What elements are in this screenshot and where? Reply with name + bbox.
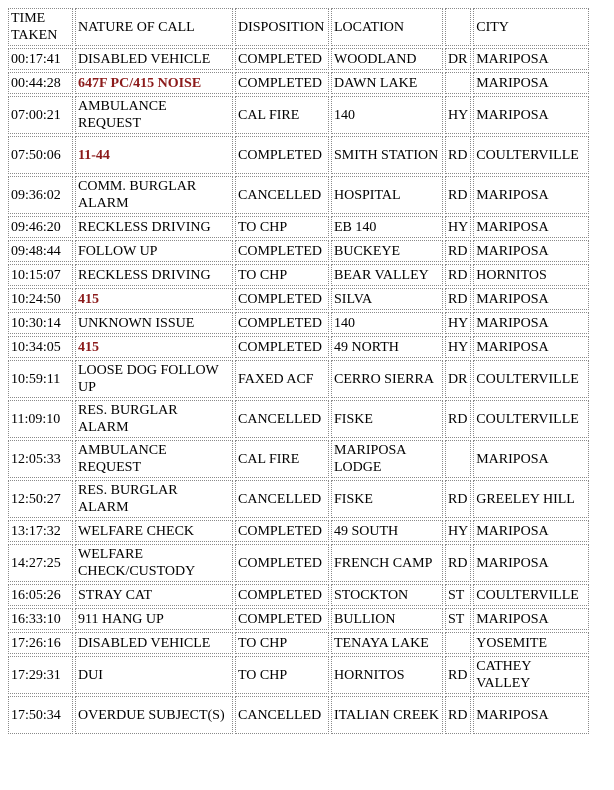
table-row <box>8 520 589 542</box>
cell-suffix: HY <box>445 216 471 238</box>
table-row <box>8 480 589 518</box>
cell-disposition: CAL FIRE <box>235 440 329 478</box>
cell-time: 07:00:21 <box>8 96 73 134</box>
cell-suffix: ST <box>445 584 471 606</box>
cell-suffix: ST <box>445 608 471 630</box>
cell-nature-of-call: FOLLOW UP <box>75 240 233 262</box>
cell-nature-of-call: 911 HANG UP <box>75 608 233 630</box>
cell-disposition: CANCELLED <box>235 400 329 438</box>
cell-city: MARIPOSA <box>473 520 589 542</box>
cell-time: 10:30:14 <box>8 312 73 334</box>
cell-time: 10:15:07 <box>8 264 73 286</box>
cell-nature-of-call: 647F PC/415 NOISE <box>75 72 233 94</box>
cell-city: MARIPOSA <box>473 176 589 214</box>
cell-disposition: TO CHP <box>235 216 329 238</box>
cell-nature-of-call: RECKLESS DRIVING <box>75 216 233 238</box>
cell-nature-of-call: RES. BURGLAR ALARM <box>75 480 233 518</box>
cell-time: 17:29:31 <box>8 656 73 694</box>
cell-disposition: COMPLETED <box>235 336 329 358</box>
cell-location: TENAYA LAKE <box>331 632 443 654</box>
cell-city: GREELEY HILL <box>473 480 589 518</box>
cell-city: CATHEY VALLEY <box>473 656 589 694</box>
cell-time: 09:48:44 <box>8 240 73 262</box>
cell-city: COULTERVILLE <box>473 360 589 398</box>
cell-nature-of-call: LOOSE DOG FOLLOW UP <box>75 360 233 398</box>
cell-nature-of-call: UNKNOWN ISSUE <box>75 312 233 334</box>
cell-time: 16:05:26 <box>8 584 73 606</box>
cell-nature-of-call: RECKLESS DRIVING <box>75 264 233 286</box>
cell-suffix: RD <box>445 288 471 310</box>
cell-city: MARIPOSA <box>473 544 589 582</box>
cell-time: 00:17:41 <box>8 48 73 70</box>
cell-city: MARIPOSA <box>473 312 589 334</box>
table-row <box>8 336 589 358</box>
cell-suffix: RD <box>445 240 471 262</box>
table-row <box>8 632 589 654</box>
cell-nature-of-call: WELFARE CHECK/CUSTODY <box>75 544 233 582</box>
cell-location: BEAR VALLEY <box>331 264 443 286</box>
cell-nature-of-call: 415 <box>75 336 233 358</box>
cell-location: SILVA <box>331 288 443 310</box>
cell-city: MARIPOSA <box>473 240 589 262</box>
cell-disposition: TO CHP <box>235 632 329 654</box>
cell-city: MARIPOSA <box>473 216 589 238</box>
cell-nature-of-call: RES. BURGLAR ALARM <box>75 400 233 438</box>
cell-city: HORNITOS <box>473 264 589 286</box>
cell-nature-of-call: DUI <box>75 656 233 694</box>
cell-disposition: TO CHP <box>235 656 329 694</box>
table-row <box>8 656 589 694</box>
cell-suffix: RD <box>445 264 471 286</box>
cell-suffix: HY <box>445 96 471 134</box>
cell-location: FISKE <box>331 480 443 518</box>
cell-suffix <box>445 72 471 94</box>
cell-nature-of-call: AMBULANCE REQUEST <box>75 96 233 134</box>
cell-city: YOSEMITE <box>473 632 589 654</box>
header-row <box>8 8 589 46</box>
cell-disposition: COMPLETED <box>235 584 329 606</box>
cell-time: 00:44:28 <box>8 72 73 94</box>
cell-nature-of-call: COMM. BURGLAR ALARM <box>75 176 233 214</box>
cell-suffix: HY <box>445 520 471 542</box>
cell-time: 17:26:16 <box>8 632 73 654</box>
cell-time: 09:36:02 <box>8 176 73 214</box>
cell-suffix: RD <box>445 400 471 438</box>
cell-location: CERRO SIERRA <box>331 360 443 398</box>
cell-nature-of-call: AMBULANCE REQUEST <box>75 440 233 478</box>
header-city: CITY <box>473 8 589 46</box>
cell-location: STOCKTON <box>331 584 443 606</box>
cell-city: MARIPOSA <box>473 72 589 94</box>
table-row <box>8 360 589 398</box>
cell-location: 140 <box>331 96 443 134</box>
table-row <box>8 136 589 174</box>
cell-nature-of-call: 11-44 <box>75 136 233 174</box>
table-row <box>8 696 589 734</box>
header-suffix <box>445 8 471 46</box>
cell-location: BUCKEYE <box>331 240 443 262</box>
cell-suffix <box>445 440 471 478</box>
table-row <box>8 584 589 606</box>
cell-city: MARIPOSA <box>473 696 589 734</box>
cell-location: BULLION <box>331 608 443 630</box>
cell-location: EB 140 <box>331 216 443 238</box>
cell-location: 140 <box>331 312 443 334</box>
table-row <box>8 216 589 238</box>
table-row <box>8 312 589 334</box>
cell-location: 49 SOUTH <box>331 520 443 542</box>
cell-location: FRENCH CAMP <box>331 544 443 582</box>
cell-disposition: CAL FIRE <box>235 96 329 134</box>
cell-location: 49 NORTH <box>331 336 443 358</box>
table-row <box>8 72 589 94</box>
cell-location: MARIPOSA LODGE <box>331 440 443 478</box>
cell-location: FISKE <box>331 400 443 438</box>
cell-city: COULTERVILLE <box>473 584 589 606</box>
table-row <box>8 48 589 70</box>
table-row <box>8 288 589 310</box>
cell-nature-of-call: 415 <box>75 288 233 310</box>
table-row <box>8 96 589 134</box>
cell-suffix: RD <box>445 544 471 582</box>
cell-time: 11:09:10 <box>8 400 73 438</box>
cell-disposition: COMPLETED <box>235 240 329 262</box>
cell-disposition: COMPLETED <box>235 48 329 70</box>
cell-city: MARIPOSA <box>473 608 589 630</box>
cell-time: 12:50:27 <box>8 480 73 518</box>
cell-time: 14:27:25 <box>8 544 73 582</box>
cell-location: SMITH STATION <box>331 136 443 174</box>
table-row <box>8 608 589 630</box>
table-row <box>8 400 589 438</box>
table-row <box>8 240 589 262</box>
cell-city: COULTERVILLE <box>473 136 589 174</box>
cell-suffix: DR <box>445 360 471 398</box>
cell-disposition: CANCELLED <box>235 176 329 214</box>
cell-disposition: CANCELLED <box>235 480 329 518</box>
cell-location: DAWN LAKE <box>331 72 443 94</box>
cell-suffix: RD <box>445 176 471 214</box>
cell-disposition: COMPLETED <box>235 520 329 542</box>
cell-city: MARIPOSA <box>473 48 589 70</box>
cell-city: MARIPOSA <box>473 440 589 478</box>
cell-city: MARIPOSA <box>473 288 589 310</box>
cell-time: 10:59:11 <box>8 360 73 398</box>
cell-suffix: RD <box>445 696 471 734</box>
table-row <box>8 264 589 286</box>
cell-disposition: COMPLETED <box>235 136 329 174</box>
cell-time: 09:46:20 <box>8 216 73 238</box>
cell-disposition: COMPLETED <box>235 544 329 582</box>
cell-location: WOODLAND <box>331 48 443 70</box>
cell-location: HOSPITAL <box>331 176 443 214</box>
cell-suffix: RD <box>445 480 471 518</box>
cell-disposition: COMPLETED <box>235 288 329 310</box>
cell-disposition: TO CHP <box>235 264 329 286</box>
cell-nature-of-call: DISABLED VEHICLE <box>75 48 233 70</box>
header-nature-of-call: NATURE OF CALL <box>75 8 233 46</box>
cell-nature-of-call: WELFARE CHECK <box>75 520 233 542</box>
table-row <box>8 176 589 214</box>
cell-suffix <box>445 632 471 654</box>
cell-disposition: COMPLETED <box>235 608 329 630</box>
cell-nature-of-call: OVERDUE SUBJECT(S) <box>75 696 233 734</box>
cell-time: 10:34:05 <box>8 336 73 358</box>
cell-city: MARIPOSA <box>473 96 589 134</box>
cell-time: 10:24:50 <box>8 288 73 310</box>
header-time-taken: TIME TAKEN <box>8 8 73 46</box>
table-row <box>8 440 589 478</box>
cell-disposition: COMPLETED <box>235 312 329 334</box>
cell-suffix: DR <box>445 48 471 70</box>
cell-time: 12:05:33 <box>8 440 73 478</box>
cell-time: 17:50:34 <box>8 696 73 734</box>
cell-time: 16:33:10 <box>8 608 73 630</box>
header-disposition: DISPOSITION <box>235 8 329 46</box>
cell-location: HORNITOS <box>331 656 443 694</box>
cell-nature-of-call: DISABLED VEHICLE <box>75 632 233 654</box>
cell-disposition: COMPLETED <box>235 72 329 94</box>
call-log-table <box>6 6 591 736</box>
cell-city: COULTERVILLE <box>473 400 589 438</box>
cell-suffix: HY <box>445 312 471 334</box>
cell-suffix: RD <box>445 136 471 174</box>
cell-city: MARIPOSA <box>473 336 589 358</box>
cell-suffix: RD <box>445 656 471 694</box>
cell-disposition: CANCELLED <box>235 696 329 734</box>
cell-suffix: HY <box>445 336 471 358</box>
cell-nature-of-call: STRAY CAT <box>75 584 233 606</box>
table-row <box>8 544 589 582</box>
cell-time: 13:17:32 <box>8 520 73 542</box>
cell-disposition: FAXED ACF <box>235 360 329 398</box>
cell-location: ITALIAN CREEK <box>331 696 443 734</box>
cell-time: 07:50:06 <box>8 136 73 174</box>
header-location: LOCATION <box>331 8 443 46</box>
